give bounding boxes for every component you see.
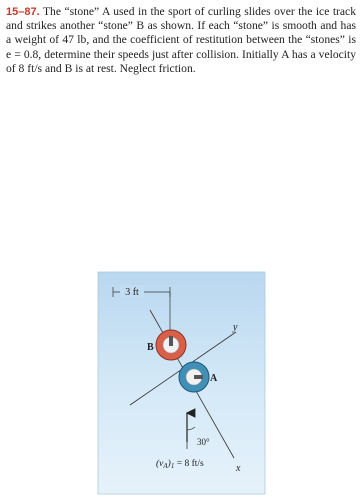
axis-x-label: x: [236, 463, 241, 474]
stone-a-label: A: [210, 373, 218, 384]
stone-a: [179, 362, 209, 392]
stone-b-label: B: [147, 342, 154, 353]
problem-number: 15–87.: [6, 6, 40, 18]
problem-text: The “stone” A used in the sport of curling slides over the ice track and strikes another “stone” B as shown. If each “stone” is smooth and has a weight of 47 lb, and the coefficient of restitution between the “stones” is e = 0.8, determine their speeds just after collision. Initially A has a velocity of 8 ft/s and B is at rest. Neglect friction.: [6, 5, 356, 75]
dimension-label: 3 ft: [125, 287, 139, 298]
axis-y-label: y: [233, 322, 238, 333]
stone-b: [156, 330, 186, 360]
angle-label: 30°: [197, 437, 210, 447]
velocity-label: $(v_A)_1 = 8$ ft/s: [156, 459, 204, 470]
